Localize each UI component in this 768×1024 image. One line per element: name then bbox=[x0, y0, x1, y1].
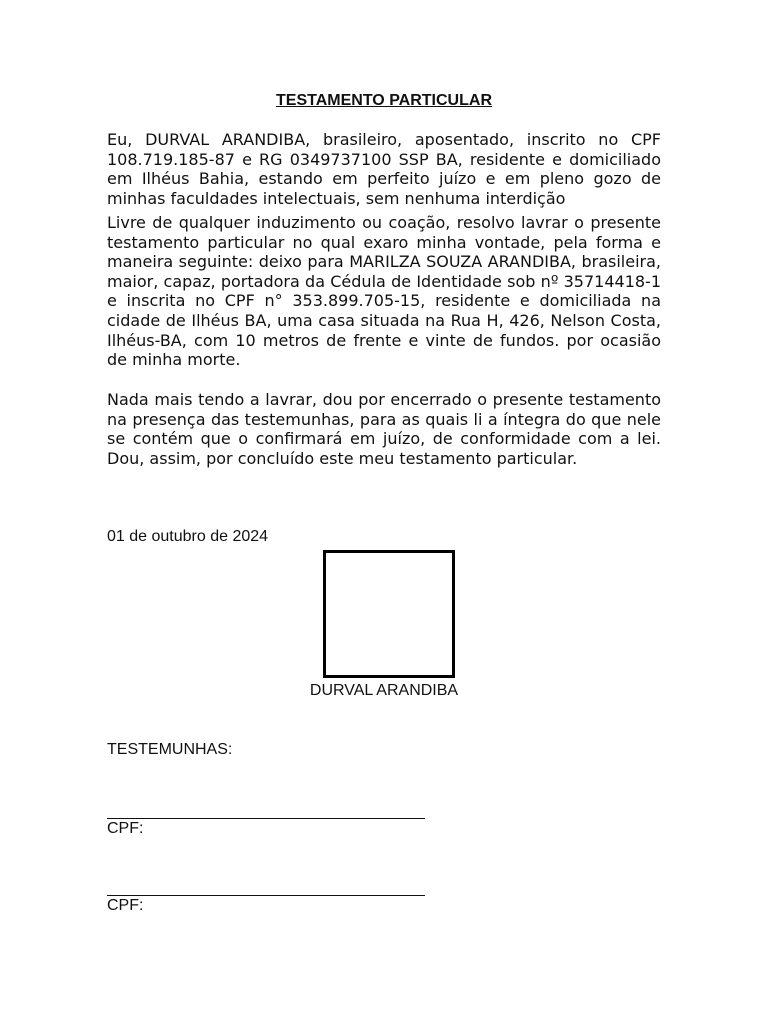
paragraph-bequest: Livre de qualquer induzimento ou coação, resolvo lavrar o presente testamento particular no qual exaro minha vontade, pela forma e maneira seguinte: deixo para MARILZA SOUZA ARANDIBA, brasileira, maior, capaz, portadora da Cédula de Identidade sob nº 35714418-1 e inscrita no CPF n° 353.899.705-15, residente e domiciliada na cidade de Ilhéus BA, uma casa situada na Rua H, 426, Nelson Costa, Ilhéus-BA, com 10 metros de frente e vinte de fundos. por ocasião de minha morte. bbox=[107, 213, 661, 370]
signature-box bbox=[323, 550, 455, 678]
document-date: 01 de outubro de 2024 bbox=[107, 528, 269, 545]
witness-signature-line bbox=[107, 895, 425, 896]
witness-signature-line bbox=[107, 818, 425, 819]
witnesses-label: TESTEMUNHAS: bbox=[107, 741, 233, 758]
witness-cpf-label: CPF: bbox=[107, 897, 144, 914]
paragraph-closing: Nada mais tendo a lavrar, dou por encerrado o presente testamento na presença das testemunhas, para as quais li a íntegra do que nele se contém que o confirmará em juízo, de conformidade com a lei. Dou, assim, por concluído este meu testamento particular. bbox=[107, 390, 661, 468]
document-title: TESTAMENTO PARTICULAR bbox=[276, 92, 492, 109]
signer-name: DURVAL ARANDIBA bbox=[309, 682, 459, 699]
paragraph-identification: Eu, DURVAL ARANDIBA, brasileiro, aposentado, inscrito no CPF 108.719.185-87 e RG 0349737100 SSP BA, residente e domiciliado em Ilhéus Bahia, estando em perfeito juízo e em pleno gozo de minhas faculdades intelectuais, sem nenhuma interdição bbox=[107, 130, 661, 208]
witness-cpf-label: CPF: bbox=[107, 820, 144, 837]
